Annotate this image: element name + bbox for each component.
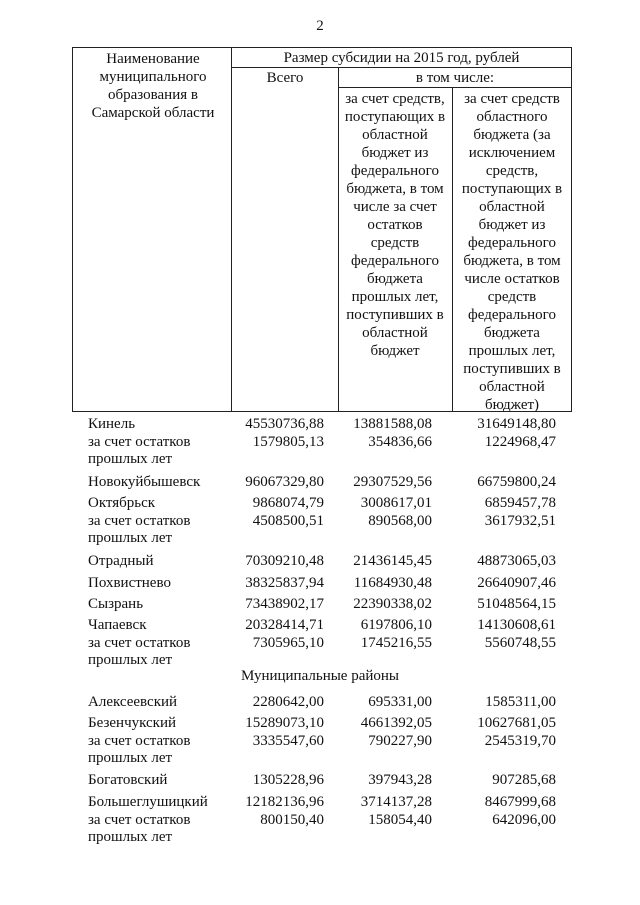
header-top-rule bbox=[72, 47, 572, 48]
row-name: Похвистнево bbox=[88, 575, 171, 591]
row-total: 73438902,17 bbox=[245, 596, 324, 612]
row-name: за счет остатков прошлых лет bbox=[88, 434, 191, 467]
header-vline-left bbox=[72, 47, 73, 412]
row-fed: 158054,40 bbox=[368, 812, 432, 828]
row-name: Сызрань bbox=[88, 596, 144, 612]
header-col-subsidy: Размер субсидии на 2015 год, рублей bbox=[283, 50, 520, 66]
header-vline-right bbox=[571, 47, 572, 412]
header-vline-fed bbox=[452, 87, 453, 412]
row-reg: 10627681,05 bbox=[477, 715, 556, 731]
row-reg: 31649148,80 bbox=[477, 416, 556, 432]
row-fed: 354836,66 bbox=[368, 434, 432, 450]
row-fed: 1745216,55 bbox=[360, 635, 432, 651]
row-reg: 26640907,46 bbox=[477, 575, 556, 591]
row-fed: 11684930,48 bbox=[353, 575, 432, 591]
row-name: Кинель bbox=[88, 416, 136, 432]
row-reg: 51048564,15 bbox=[477, 596, 556, 612]
header-vline-name bbox=[231, 47, 232, 412]
row-name: Новокуйбышевск bbox=[88, 474, 201, 490]
row-name: Чапаевск bbox=[88, 617, 147, 633]
row-reg: 907285,68 bbox=[492, 772, 556, 788]
row-total: 1305228,96 bbox=[252, 772, 324, 788]
row-total: 96067329,80 bbox=[245, 474, 324, 490]
row-reg: 1585311,00 bbox=[485, 694, 556, 710]
row-fed: 790227,90 bbox=[368, 733, 432, 749]
row-fed: 21436145,45 bbox=[353, 553, 432, 569]
row-name: Отрадный bbox=[88, 553, 154, 569]
row-fed: 3008617,01 bbox=[360, 495, 432, 511]
row-fed: 22390338,02 bbox=[353, 596, 432, 612]
row-reg: 642096,00 bbox=[492, 812, 556, 828]
row-fed: 29307529,56 bbox=[353, 474, 432, 490]
row-reg: 66759800,24 bbox=[477, 474, 556, 490]
row-total: 15289073,10 bbox=[245, 715, 324, 731]
row-name: Безенчукский bbox=[88, 715, 177, 731]
row-name: Большеглушицкий bbox=[88, 794, 208, 810]
row-total: 4508500,51 bbox=[252, 513, 324, 529]
row-total: 45530736,88 bbox=[245, 416, 324, 432]
row-fed: 13881588,08 bbox=[353, 416, 432, 432]
row-reg: 8467999,68 bbox=[484, 794, 556, 810]
row-total: 12182136,96 bbox=[245, 794, 324, 810]
header-rule-subsidy bbox=[231, 67, 572, 68]
header-col-total: Всего bbox=[266, 70, 304, 86]
row-name: за счет остатков прошлых лет bbox=[88, 733, 191, 766]
row-reg: 2545319,70 bbox=[484, 733, 556, 749]
header-vline-total bbox=[338, 67, 339, 412]
header-col-name: Наименование муниципального образования в Самарской области bbox=[91, 51, 215, 121]
row-total: 20328414,71 bbox=[245, 617, 324, 633]
header-rule-incl bbox=[338, 87, 572, 88]
row-name: за счет остатков прошлых лет bbox=[88, 513, 191, 546]
row-name: Октябрьск bbox=[88, 495, 156, 511]
row-total: 3335547,60 bbox=[252, 733, 324, 749]
row-reg: 5560748,55 bbox=[484, 635, 556, 651]
row-name: за счет остатков прошлых лет bbox=[88, 635, 191, 668]
row-fed: 890568,00 bbox=[368, 513, 432, 529]
header-col-fed: за счет средств, поступающих в областной бюджет из федерального бюджета, в том числе за счет остатков средств федерального бюджета прошлых лет, поступивших в областной бюджет bbox=[344, 91, 446, 359]
header-col-reg: за счет средств областного бюджета (за исключением средств, поступающих в областной бюджет из федерального бюджета, в том числе остатков средств федерального бюджета прошлых лет, поступивших в областной бюджет) bbox=[461, 91, 563, 413]
row-fed: 4661392,05 bbox=[360, 715, 432, 731]
row-reg: 14130608,61 bbox=[477, 617, 556, 633]
section-title: Муниципальные районы bbox=[240, 668, 400, 684]
row-name: Алексеевский bbox=[88, 694, 178, 710]
row-fed: 6197806,10 bbox=[360, 617, 432, 633]
row-fed: 397943,28 bbox=[368, 772, 432, 788]
row-reg: 6859457,78 bbox=[484, 495, 556, 511]
row-total: 2280642,00 bbox=[252, 694, 324, 710]
row-reg: 1224968,47 bbox=[484, 434, 556, 450]
row-reg: 48873065,03 bbox=[477, 553, 556, 569]
row-fed: 695331,00 bbox=[368, 694, 432, 710]
row-total: 70309210,48 bbox=[245, 553, 324, 569]
row-total: 1579805,13 bbox=[252, 434, 324, 450]
header-col-incl: в том числе: bbox=[415, 70, 495, 86]
row-total: 800150,40 bbox=[260, 812, 324, 828]
page-number: 2 bbox=[316, 18, 324, 34]
row-name: за счет остатков прошлых лет bbox=[88, 812, 191, 845]
row-reg: 3617932,51 bbox=[484, 513, 556, 529]
row-total: 38325837,94 bbox=[245, 575, 324, 591]
row-fed: 3714137,28 bbox=[360, 794, 432, 810]
row-total: 9868074,79 bbox=[252, 495, 324, 511]
row-total: 7305965,10 bbox=[252, 635, 324, 651]
row-name: Богатовский bbox=[88, 772, 168, 788]
